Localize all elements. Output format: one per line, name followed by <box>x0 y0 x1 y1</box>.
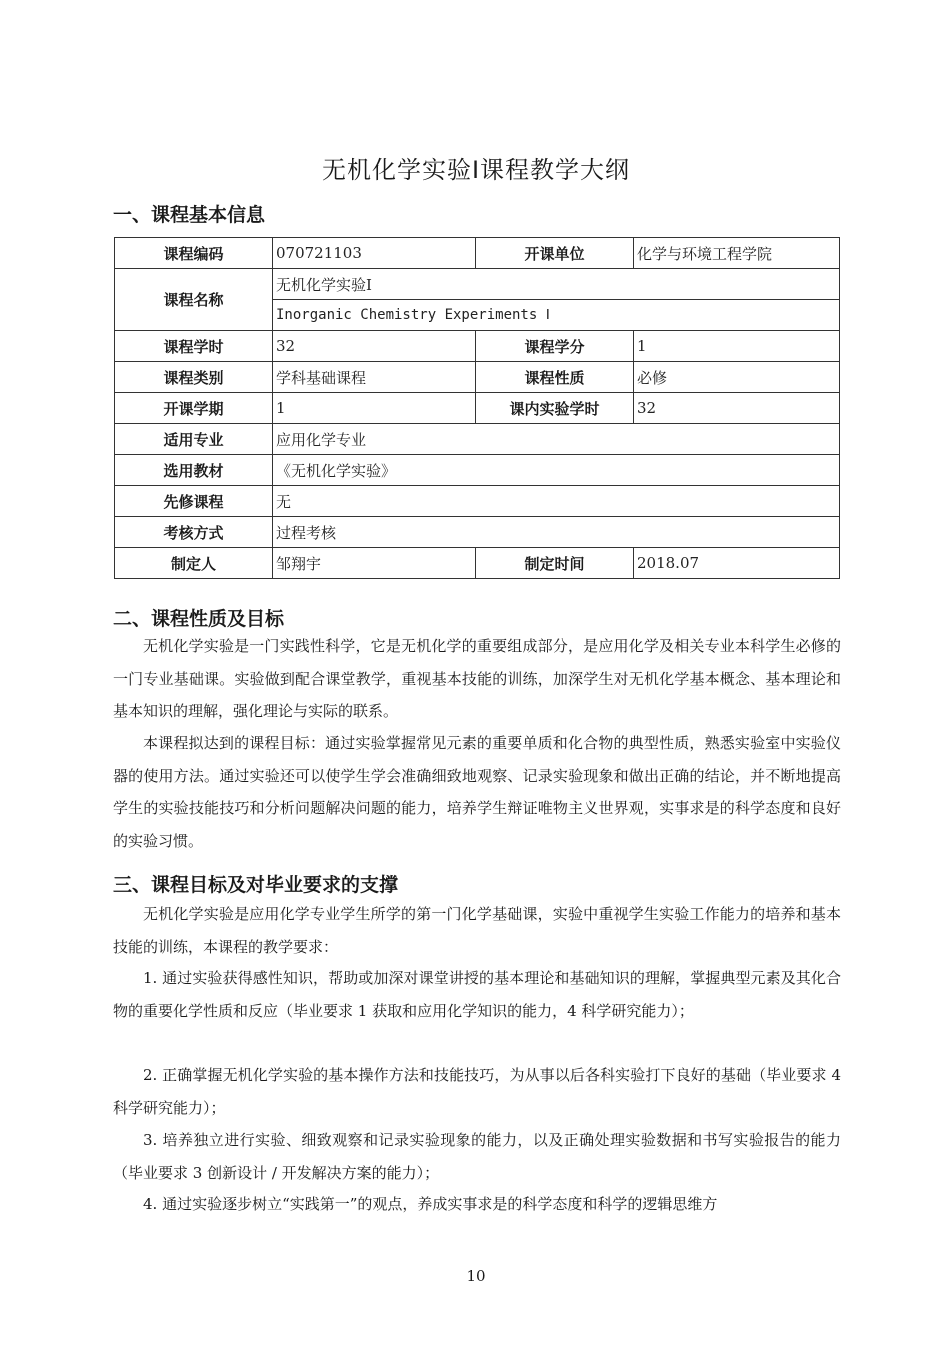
major-value: 应用化学专业 <box>273 424 840 455</box>
author-label: 制定人 <box>115 548 273 579</box>
paragraph: 无机化学实验是应用化学专业学生所学的第一门化学基础课，实验中重视学生实验工作能力的培养和基本技能的训练，本课程的教学要求： <box>113 905 841 956</box>
course-code-value: 070721103 <box>273 238 476 269</box>
category-label: 课程类别 <box>115 362 273 393</box>
category-value: 学科基础课程 <box>273 362 476 393</box>
list-item: 2. 正确掌握无机化学实验的基本操作方法和技能技巧，为从事以后各科实验打下良好的基础（毕业要求 4 科学研究能力）； <box>113 1066 841 1117</box>
date-label: 制定时间 <box>476 548 634 579</box>
unit-value: 化学与环境工程学院 <box>634 238 840 269</box>
page-title: 无机化学实验Ⅰ课程教学大纲 <box>321 156 631 184</box>
textbook-label: 选用教材 <box>115 455 273 486</box>
section-heading-basic-info: 一、课程基本信息 <box>113 204 266 226</box>
unit-label: 开课单位 <box>476 238 634 269</box>
course-info-table <box>114 237 840 579</box>
course-name-en: Inorganic Chemistry Experiments Ⅰ <box>273 300 840 331</box>
list-item: 4. 通过实验逐步树立“实践第一”的观点，养成实事求是的科学态度和科学的逻辑思维方 <box>143 1195 718 1213</box>
list-item: 3. 培养独立进行实验、细致观察和记录实验现象的能力，以及正确处理实验数据和书写实验报告的能力（毕业要求 3 创新设计 / 开发解决方案的能力）； <box>113 1131 841 1182</box>
paragraph: 无机化学实验是一门实践性科学，它是无机化学的重要组成部分，是应用化学及相关专业本科学生必修的一门专业基础课。实验做到配合课堂教学，重视基本技能的训练，加深学生对无机化学基本概念、基本理论和基本知识的理解，强化理论与实际的联系。 <box>113 637 841 720</box>
credit-label: 课程学分 <box>476 331 634 362</box>
prereq-label: 先修课程 <box>115 486 273 517</box>
assessment-value: 过程考核 <box>273 517 840 548</box>
credit-value: 1 <box>634 331 840 362</box>
course-name-cn: 无机化学实验Ⅰ <box>273 269 840 300</box>
table-row <box>115 517 840 548</box>
table-row <box>115 548 840 579</box>
course-code-label: 课程编码 <box>115 238 273 269</box>
section-heading-goals-support: 三、课程目标及对毕业要求的支撑 <box>113 874 399 896</box>
major-label: 适用专业 <box>115 424 273 455</box>
term-label: 开课学期 <box>115 393 273 424</box>
paragraph: 本课程拟达到的课程目标：通过实验掌握常见元素的重要单质和化合物的典型性质，熟悉实验室中实验仪器的使用方法。通过实验还可以使学生学会准确细致地观察、记录实验现象和做出正确的结论，并不断地提高学生的实验技能技巧和分析问题解决问题的能力，培养学生辩证唯物主义世界观，实事求是的科学态度和良好的实验习惯。 <box>113 734 841 850</box>
hours-value: 32 <box>273 331 476 362</box>
page-number: 10 <box>466 1267 486 1285</box>
nature-label: 课程性质 <box>476 362 634 393</box>
list-item: 1. 通过实验获得感性知识，帮助或加深对课堂讲授的基本理论和基础知识的理解，掌握典型元素及其化合物的重要化学性质和反应（毕业要求 1 获取和应用化学知识的能力，4 科学研究能力）； <box>113 969 841 1020</box>
textbook-value: 《无机化学实验》 <box>273 455 840 486</box>
table-row <box>115 424 840 455</box>
section-heading-nature-goals: 二、课程性质及目标 <box>113 608 285 630</box>
nature-value: 必修 <box>634 362 840 393</box>
prereq-value: 无 <box>273 486 840 517</box>
table-row <box>115 269 840 300</box>
course-name-label: 课程名称 <box>115 269 273 331</box>
author-value: 邹翔宇 <box>273 548 476 579</box>
term-value: 1 <box>273 393 476 424</box>
date-value: 2018.07 <box>634 548 840 579</box>
table-row <box>115 362 840 393</box>
table-row <box>115 455 840 486</box>
lab-hours-label: 课内实验学时 <box>476 393 634 424</box>
hours-label: 课程学时 <box>115 331 273 362</box>
table-row <box>115 486 840 517</box>
table-row <box>115 393 840 424</box>
table-row <box>115 238 840 269</box>
table-row <box>115 331 840 362</box>
assessment-label: 考核方式 <box>115 517 273 548</box>
lab-hours-value: 32 <box>634 393 840 424</box>
